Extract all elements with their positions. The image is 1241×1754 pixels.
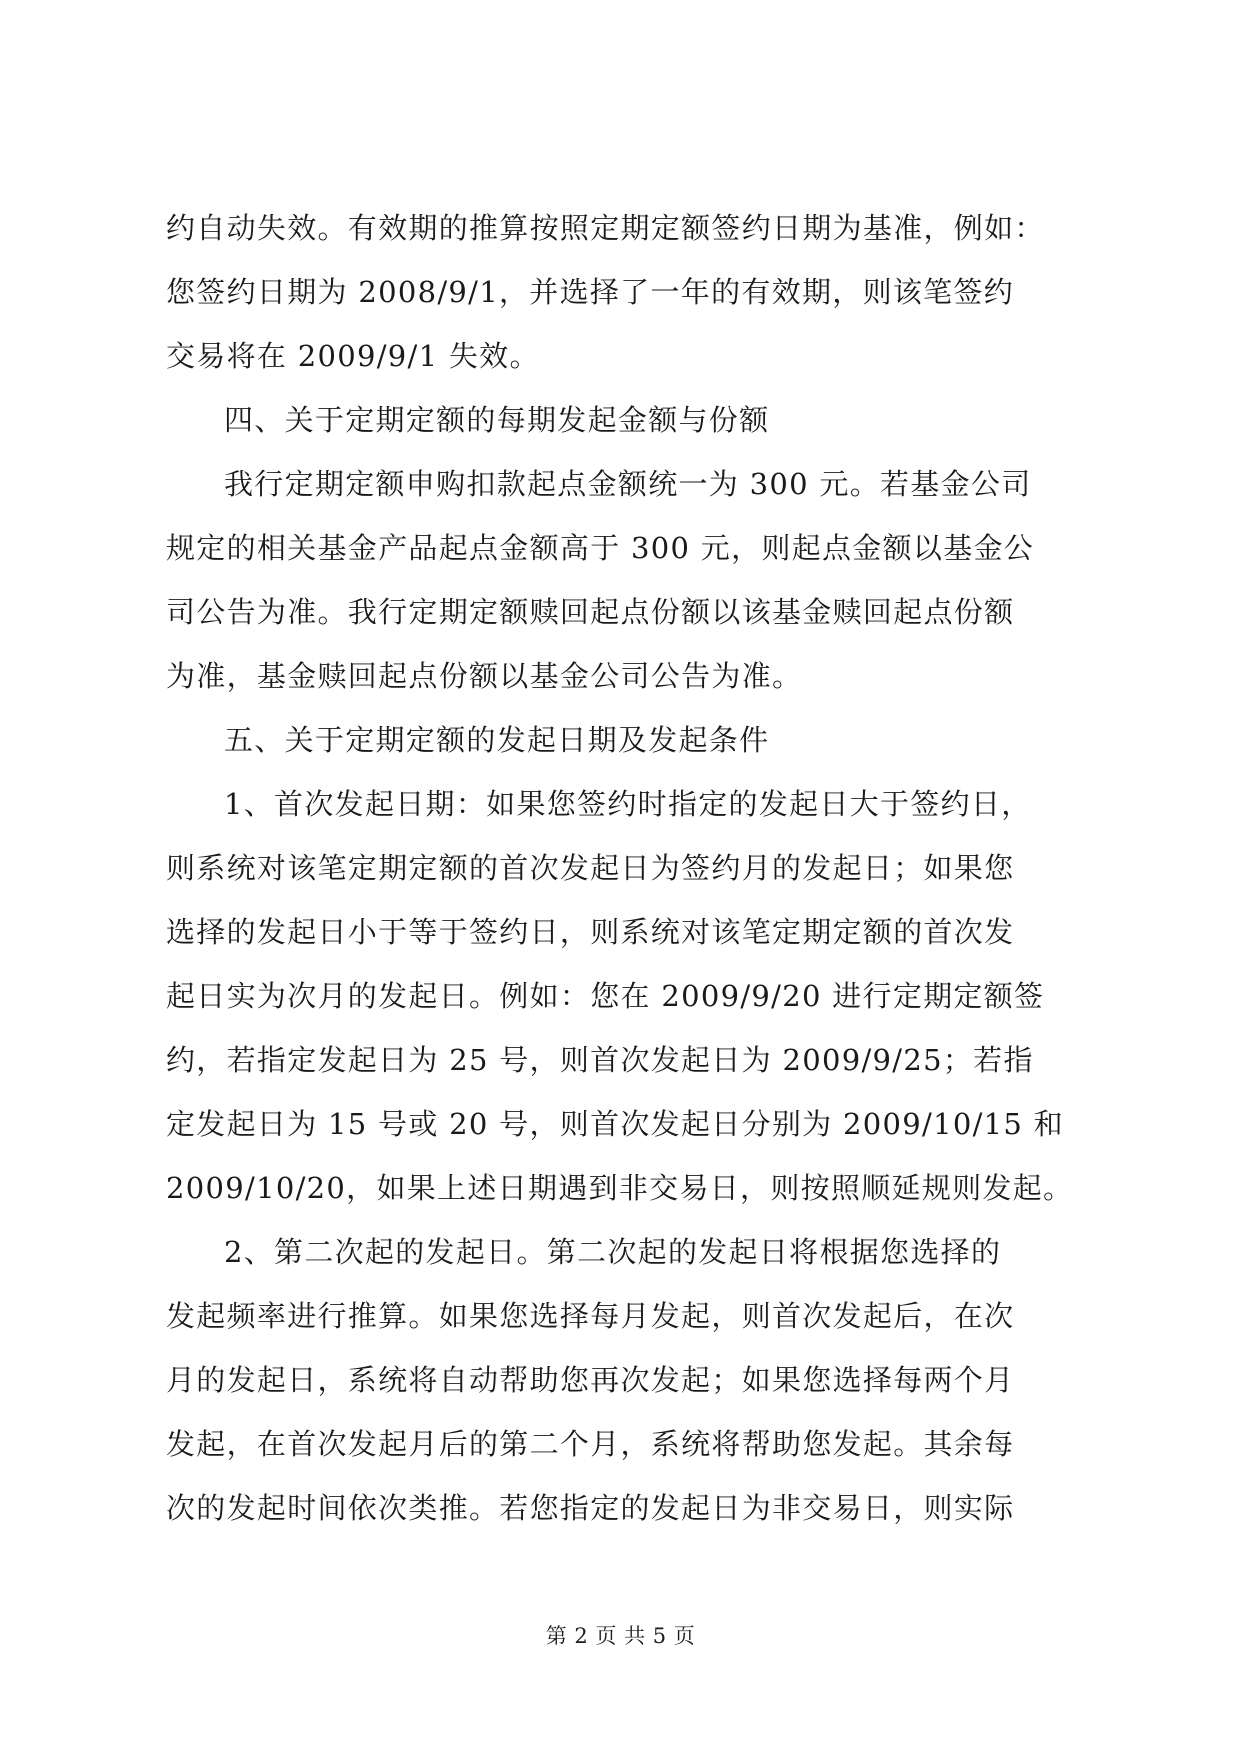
text-line: 交易将在 2009/9/1 失效。 — [166, 339, 540, 373]
page-footer: 第 2 页 共 5 页 — [545, 1624, 696, 1648]
text-line: 规定的相关基金产品起点金额高于 300 元，则起点金额以基金公 — [166, 531, 1035, 565]
text-line: 您签约日期为 2008/9/1，并选择了一年的有效期，则该笔签约 — [166, 275, 1015, 309]
text-line: 月的发起日，系统将自动帮助您再次发起；如果您选择每两个月 — [166, 1363, 1015, 1397]
text-line: 则系统对该笔定期定额的首次发起日为签约月的发起日；如果您 — [166, 851, 1015, 885]
section-heading-4: 四、关于定期定额的每期发起金额与份额 — [224, 403, 770, 437]
text-line: 选择的发起日小于等于签约日，则系统对该笔定期定额的首次发 — [166, 915, 1015, 949]
section-heading-5: 五、关于定期定额的发起日期及发起条件 — [224, 723, 770, 757]
text-line: 约自动失效。有效期的推算按照定期定额签约日期为基准，例如： — [166, 211, 1045, 245]
text-line: 为准，基金赎回起点份额以基金公司公告为准。 — [166, 659, 803, 693]
text-line: 定发起日为 15 号或 20 号，则首次发起日分别为 2009/10/15 和 — [166, 1107, 1064, 1141]
text-line: 2009/10/20，如果上述日期遇到非交易日，则按照顺延规则发起。 — [166, 1171, 1074, 1205]
text-line: 司公告为准。我行定期定额赎回起点份额以该基金赎回起点份额 — [166, 595, 1015, 629]
paragraph-start: 1、首次发起日期：如果您签约时指定的发起日大于签约日， — [224, 787, 1032, 821]
document-body — [166, 196, 1086, 1540]
text-line: 约，若指定发起日为 25 号，则首次发起日为 2009/9/25；若指 — [166, 1043, 1034, 1077]
paragraph-start: 2、第二次起的发起日。第二次起的发起日将根据您选择的 — [224, 1235, 1002, 1269]
paragraph-start: 我行定期定额申购扣款起点金额统一为 300 元。若基金公司 — [224, 467, 1032, 501]
text-line: 发起频率进行推算。如果您选择每月发起，则首次发起后，在次 — [166, 1299, 1015, 1333]
text-line: 次的发起时间依次类推。若您指定的发起日为非交易日，则实际 — [166, 1491, 1015, 1525]
text-line: 发起，在首次发起月后的第二个月，系统将帮助您发起。其余每 — [166, 1427, 1015, 1461]
text-line: 起日实为次月的发起日。例如：您在 2009/9/20 进行定期定额签 — [166, 979, 1045, 1013]
